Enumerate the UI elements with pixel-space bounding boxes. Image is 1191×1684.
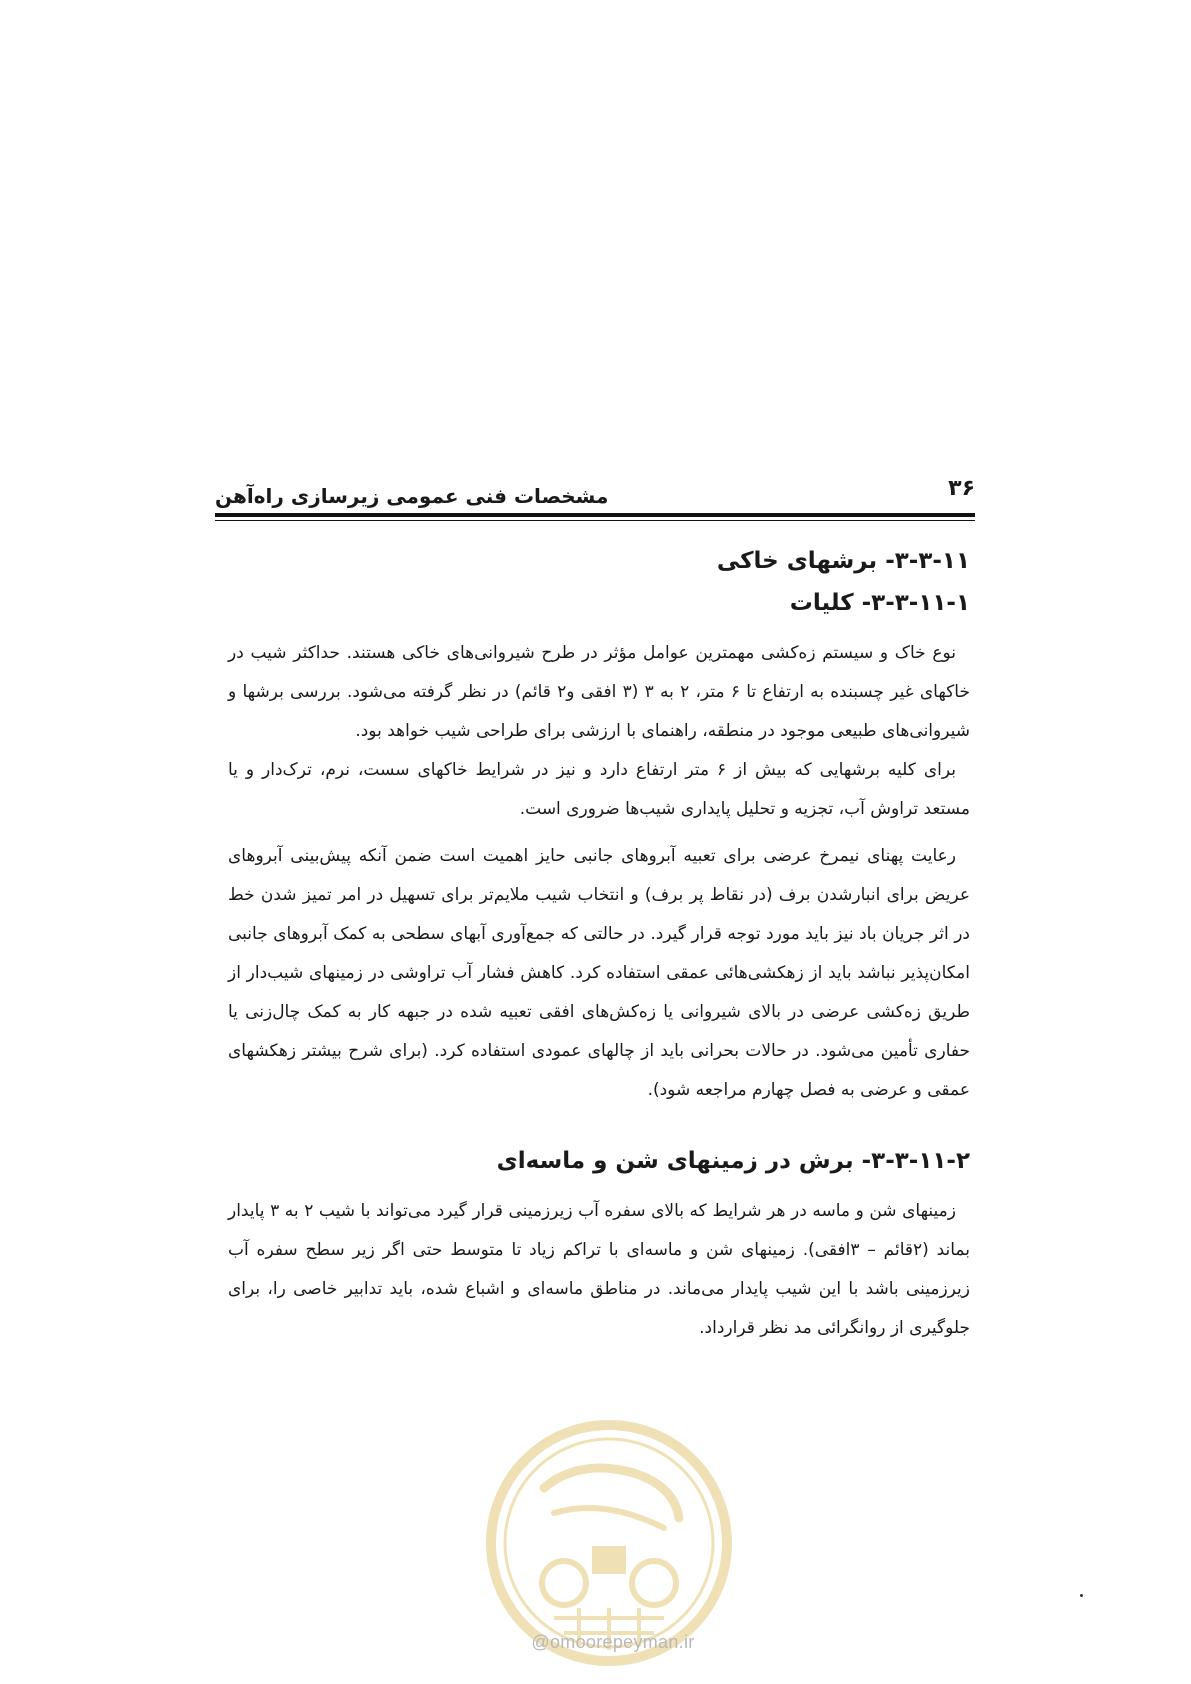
header-rule-thin — [215, 520, 975, 521]
paragraph-soil-type: نوع خاک و سیستم زه‌کشی مهمترین عوامل مؤثر در طرح شیروانی‌های خاکی هستند. حداکثر شیب در خاکهای غیر چسبنده به ارتفاع تا ۶ متر، ۲ به ۳ (۳ افقی و۲ قائم) در نظر گرفته می‌شود. بررسی برشها و شیروانی‌های طبیعی موجود در منطقه، راهنمای با ارزشی برای طراحی شیب خواهد بود. — [228, 643, 970, 741]
subsection-heading-sand-gravel: ۳-۳-۱۱-۲- برش در زمینهای شن و ماسه‌ای — [496, 1148, 970, 1174]
watermark-seal-logo — [484, 1418, 734, 1668]
running-header — [215, 476, 975, 510]
page-number: ۳۶ — [948, 476, 975, 501]
section-heading-earth-cuts: ۳-۳-۱۱- برشهای خاکی — [716, 548, 970, 574]
paragraph-sand-gravel: زمینهای شن و ماسه در هر شرایط که بالای سفره آب زیرزمینی قرار گیرد می‌تواند با شیب ۲ به ۳ پایدار بماند (۲قائم – ۳افقی). زمینهای شن و ماسه‌ای با تراکم زیاد تا متوسط حتی اگر زیر سطح سفره آب زیرزمینی باشد با این شیب پایدار می‌ماند. در مناطق ماسه‌ای و اشباع شده، باید تدابیر خاصی را، برای جلوگیری از روانگرائی مد نظر قرارداد. — [228, 1201, 970, 1338]
book-title: مشخصات فنی عمومی زیرسازی راه‌آهن — [215, 484, 609, 508]
page-content — [228, 540, 970, 1348]
stray-mark — [1080, 1594, 1083, 1597]
paragraph-stability-analysis: برای کلیه برشهایی که بیش از ۶ متر ارتفاع دارد و نیز در شرایط خاکهای سست، نرم، ترک‌دار و یا مستعد تراوش آب، تجزیه و تحلیل پایداری شیب‌ها ضروری است. — [228, 760, 970, 819]
subsection-heading-general: ۳-۳-۱۱-۱- کلیات — [789, 590, 970, 616]
paragraph-drainage: رعایت پهنای نیمرخ عرضی برای تعبیه آبروهای جانبی حایز اهمیت است ضمن آنکه پیش‌بینی آبروهای عریض برای انبارشدن برف (در نقاط پر برف) و انتخاب شیب ملایم‌تر برای تسهیل در امر تمیز شدن خط در اثر جریان باد نیز باید مورد توجه قرار گیرد. در حالتی که جمع‌آوری آبهای سطحی به کمک آبروهای جانبی امکان‌پذیر نباشد باید از زهکشی‌هائی عمقی استفاده کرد. کاهش فشار آب تراوشی در زمینهای شیب‌دار از طریق زه‌کشی عرضی در بالای شیروانی یا زه‌کش‌های افقی تعبیه شده در جبهه کار به کمک چال‌زنی یا حفاری تأمین می‌شود. در حالات بحرانی باید از چالهای عمودی استفاده کرد. (برای شرح بیشتر زهکشهای عمقی و عرضی به فصل چهارم مراجعه شود). — [228, 846, 970, 1100]
header-rule-thick — [215, 513, 975, 517]
watermark-url: @omoorepeyman.ir — [531, 1632, 695, 1652]
